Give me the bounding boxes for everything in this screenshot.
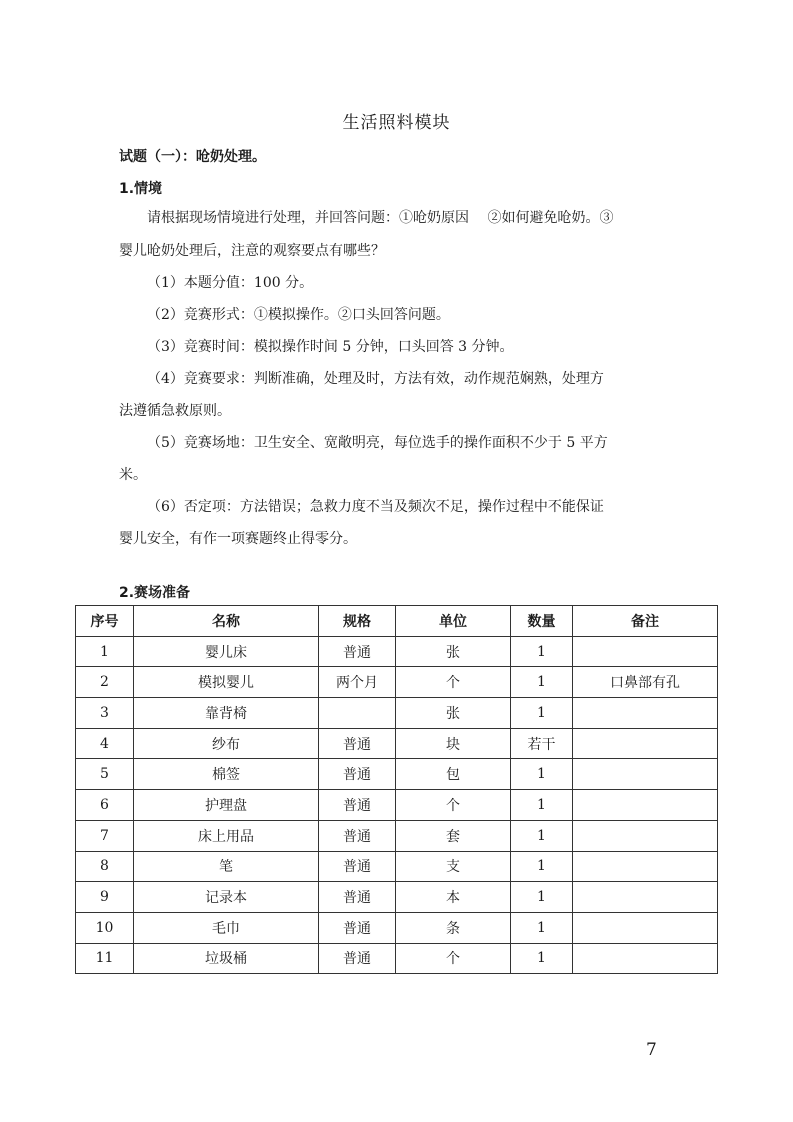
cell-name: 笔 <box>134 851 319 882</box>
cell-remarks <box>573 636 718 667</box>
cell-index: 3 <box>76 698 134 729</box>
cell-unit: 支 <box>396 851 511 882</box>
cell-spec: 两个月 <box>319 667 396 698</box>
cell-unit: 本 <box>396 882 511 913</box>
intro-line-1: 请根据现场情境进行处理，并回答问题：①呛奶原因 ②如何避免呛奶。③ <box>147 210 614 226</box>
cell-unit: 个 <box>396 790 511 821</box>
table-row <box>76 882 718 913</box>
cell-spec: 普通 <box>319 820 396 851</box>
cell-remarks <box>573 728 718 759</box>
cell-quantity: 若干 <box>511 728 573 759</box>
cell-name: 床上用品 <box>134 820 319 851</box>
cell-remarks <box>573 698 718 729</box>
cell-quantity: 1 <box>511 790 573 821</box>
item-4-line-1: （4）竞赛要求：判断准确，处理及时，方法有效，动作规范娴熟，处理方 <box>147 371 604 387</box>
cell-unit: 套 <box>396 820 511 851</box>
cell-index: 2 <box>76 667 134 698</box>
cell-remarks <box>573 912 718 943</box>
item-5-line-1: （5）竞赛场地：卫生安全、宽敞明亮，每位选手的操作面积不少于 5 平方 <box>147 435 608 451</box>
cell-name: 护理盘 <box>134 790 319 821</box>
cell-index: 4 <box>76 728 134 759</box>
item-6-line-2: 婴儿安全，有作一项赛题终止得零分。 <box>119 531 357 547</box>
cell-index: 5 <box>76 759 134 790</box>
item-5-line-2: 米。 <box>119 467 147 483</box>
table-row <box>76 943 718 974</box>
cell-remarks <box>573 851 718 882</box>
cell-quantity: 1 <box>511 636 573 667</box>
cell-index: 6 <box>76 790 134 821</box>
cell-quantity: 1 <box>511 759 573 790</box>
col-header-remarks: 备注 <box>573 606 718 637</box>
cell-index: 1 <box>76 636 134 667</box>
table-body <box>76 636 718 974</box>
cell-index: 8 <box>76 851 134 882</box>
cell-quantity: 1 <box>511 943 573 974</box>
cell-remarks <box>573 943 718 974</box>
col-header-index: 序号 <box>76 606 134 637</box>
cell-quantity: 1 <box>511 851 573 882</box>
cell-quantity: 1 <box>511 882 573 913</box>
table-row <box>76 759 718 790</box>
table-row <box>76 790 718 821</box>
col-header-unit: 单位 <box>396 606 511 637</box>
cell-unit: 张 <box>396 698 511 729</box>
cell-spec: 普通 <box>319 636 396 667</box>
col-header-name: 名称 <box>134 606 319 637</box>
cell-unit: 个 <box>396 667 511 698</box>
cell-spec: 普通 <box>319 790 396 821</box>
cell-index: 9 <box>76 882 134 913</box>
cell-quantity: 1 <box>511 667 573 698</box>
cell-quantity: 1 <box>511 912 573 943</box>
item-4-line-2: 法遵循急救原则。 <box>119 403 231 419</box>
cell-unit: 个 <box>396 943 511 974</box>
cell-quantity: 1 <box>511 698 573 729</box>
cell-unit: 张 <box>396 636 511 667</box>
table-row <box>76 728 718 759</box>
page-number: 7 <box>646 1040 657 1060</box>
cell-remarks <box>573 759 718 790</box>
cell-name: 棉签 <box>134 759 319 790</box>
section-heading-preparation: 2.赛场准备 <box>119 585 191 601</box>
cell-remarks <box>573 790 718 821</box>
cell-remarks: 口鼻部有孔 <box>573 667 718 698</box>
cell-unit: 块 <box>396 728 511 759</box>
page-title: 生活照料模块 <box>342 113 451 133</box>
table-header-row <box>76 606 718 637</box>
table-row <box>76 912 718 943</box>
cell-name: 纱布 <box>134 728 319 759</box>
item-3: （3）竞赛时间：模拟操作时间 5 分钟，口头回答 3 分钟。 <box>147 339 514 355</box>
cell-remarks <box>573 820 718 851</box>
cell-name: 记录本 <box>134 882 319 913</box>
cell-name: 靠背椅 <box>134 698 319 729</box>
table-row <box>76 820 718 851</box>
equipment-table <box>75 605 718 974</box>
col-header-spec: 规格 <box>319 606 396 637</box>
cell-index: 10 <box>76 912 134 943</box>
cell-spec: 普通 <box>319 759 396 790</box>
cell-name: 垃圾桶 <box>134 943 319 974</box>
section-heading-scenario: 1.情境 <box>119 181 163 197</box>
cell-name: 婴儿床 <box>134 636 319 667</box>
cell-spec: 普通 <box>319 912 396 943</box>
cell-spec: 普通 <box>319 882 396 913</box>
intro-line-2: 婴儿呛奶处理后，注意的观察要点有哪些？ <box>119 243 385 259</box>
cell-name: 毛巾 <box>134 912 319 943</box>
cell-spec <box>319 698 396 729</box>
cell-spec: 普通 <box>319 943 396 974</box>
cell-spec: 普通 <box>319 728 396 759</box>
cell-quantity: 1 <box>511 820 573 851</box>
cell-unit: 包 <box>396 759 511 790</box>
cell-index: 7 <box>76 820 134 851</box>
cell-spec: 普通 <box>319 851 396 882</box>
question-title: 试题（一）：呛奶处理。 <box>119 149 266 165</box>
table-row <box>76 698 718 729</box>
item-6-line-1: （6）否定项：方法错误；急救力度不当及频次不足，操作过程中不能保证 <box>147 499 604 515</box>
table-row <box>76 636 718 667</box>
cell-unit: 条 <box>396 912 511 943</box>
cell-index: 11 <box>76 943 134 974</box>
table-row <box>76 851 718 882</box>
cell-remarks <box>573 882 718 913</box>
item-2: （2）竞赛形式：①模拟操作。②口头回答问题。 <box>147 307 450 323</box>
table-row <box>76 667 718 698</box>
cell-name: 模拟婴儿 <box>134 667 319 698</box>
col-header-quantity: 数量 <box>511 606 573 637</box>
item-1: （1）本题分值：100 分。 <box>147 275 314 291</box>
